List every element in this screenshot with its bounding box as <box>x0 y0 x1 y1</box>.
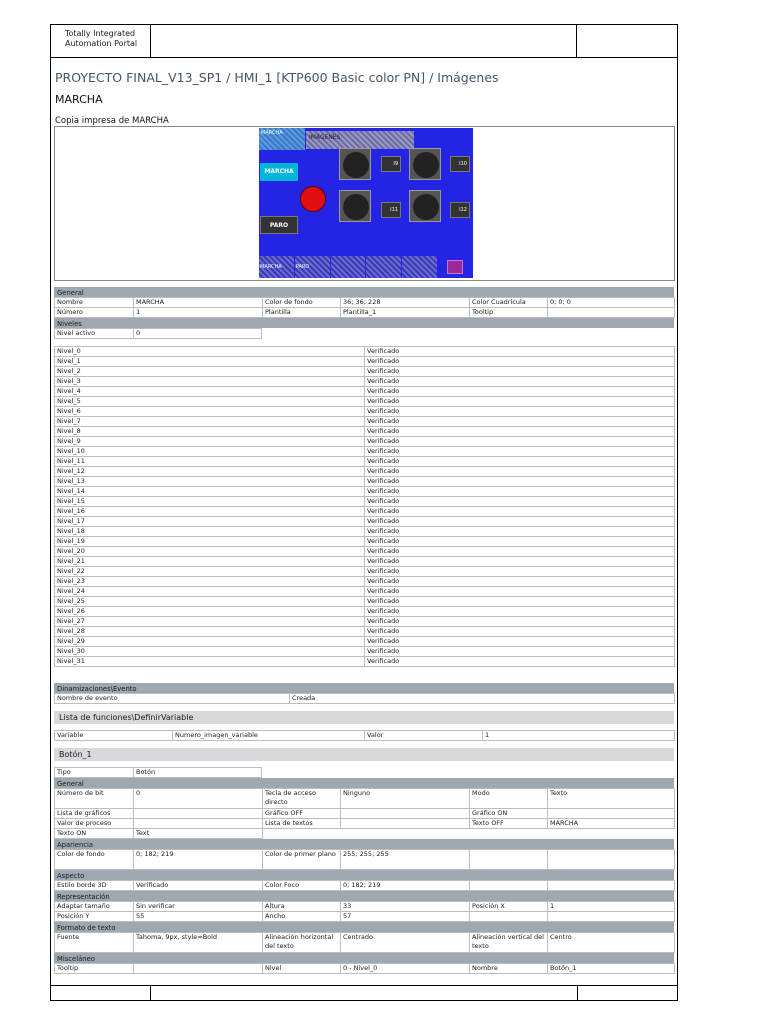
level-name: Nivel_31 <box>55 657 365 667</box>
level-status: Verificado <box>365 437 675 447</box>
cell: Modo <box>470 789 548 809</box>
level-status: Verificado <box>365 477 675 487</box>
level-name: Nivel_10 <box>55 447 365 457</box>
level-status: Verificado <box>365 447 675 457</box>
cell: Color de fondo <box>55 850 134 870</box>
table-row <box>55 437 675 447</box>
table-row <box>55 397 675 407</box>
misc-table <box>54 963 675 974</box>
table-row <box>55 557 675 567</box>
hmi-marcha-button: MARCHA <box>260 163 298 181</box>
table-row <box>55 768 262 778</box>
cell: Botón <box>134 768 262 778</box>
cell: Numero_imagen_variable <box>173 731 365 741</box>
table-row <box>55 407 675 417</box>
level-status: Verificado <box>365 627 675 637</box>
level-status: Verificado <box>365 587 675 597</box>
cell <box>548 308 675 318</box>
level-status: Verificado <box>365 567 675 577</box>
section-header: Misceláneo <box>54 953 674 963</box>
section-header: Representación <box>54 891 674 901</box>
cell <box>548 881 675 891</box>
exit-icon <box>447 260 463 274</box>
table-row <box>55 647 675 657</box>
cell: Tooltip <box>470 308 548 318</box>
level-status: Verificado <box>365 367 675 377</box>
table-row <box>55 902 675 912</box>
bottom-key-marcha: MARCHA <box>259 256 294 278</box>
level-name: Nivel_5 <box>55 397 365 407</box>
table-row <box>55 377 675 387</box>
cell: 255; 255; 255 <box>341 850 470 870</box>
table-row <box>55 347 675 357</box>
lamp-indicator <box>409 190 441 222</box>
cell: Texto OFF <box>470 819 548 829</box>
section-header: General <box>54 778 674 788</box>
cell: Sin verificar <box>134 902 263 912</box>
level-name: Nivel_11 <box>55 457 365 467</box>
level-name: Nivel_30 <box>55 647 365 657</box>
level-status: Verificado <box>365 487 675 497</box>
level-status: Verificado <box>365 647 675 657</box>
table-row <box>55 637 675 647</box>
cell: Tipo <box>55 768 134 778</box>
level-status: Verificado <box>365 547 675 557</box>
cell <box>134 809 263 819</box>
level-name: Nivel_25 <box>55 597 365 607</box>
bottom-key <box>331 256 366 278</box>
cell: Gráfico OFF <box>263 809 341 819</box>
cell <box>548 829 675 839</box>
section-header: Formato de texto <box>54 922 674 932</box>
table-row <box>55 597 675 607</box>
formato-table <box>54 932 675 953</box>
table-row <box>55 881 675 891</box>
cell: Valor de proceso <box>55 819 134 829</box>
cell: Número de bit <box>55 789 134 809</box>
table-row <box>55 587 675 597</box>
table-row <box>55 789 675 809</box>
level-name: Nivel_2 <box>55 367 365 377</box>
table-row <box>55 537 675 547</box>
bottom-key <box>366 256 401 278</box>
hmi-small-button: I11 <box>381 202 401 218</box>
cell: Centrado <box>341 933 470 953</box>
representacion-table <box>54 901 675 922</box>
company-label <box>51 25 151 57</box>
hmi-tab-imagenes: IMÁGENES <box>306 131 414 149</box>
level-name: Nivel_0 <box>55 347 365 357</box>
boton-section <box>54 767 674 974</box>
level-name: Nivel_9 <box>55 437 365 447</box>
aspecto-table <box>54 880 675 891</box>
level-status: Verificado <box>365 457 675 467</box>
cell: Fuente <box>55 933 134 953</box>
cell: Lista de textos <box>263 819 341 829</box>
cell <box>134 964 263 974</box>
dinamizaciones-section <box>54 683 674 704</box>
header-right-cell <box>577 25 677 57</box>
table-row <box>55 964 675 974</box>
cell: 0 - Nivel_0 <box>341 964 470 974</box>
company-line-2: Automation Portal <box>65 39 138 48</box>
table-row <box>55 427 675 437</box>
table-row <box>55 657 675 667</box>
funciones-section-header: Lista de funciones\DefinirVariable <box>54 711 674 724</box>
level-name: Nivel_3 <box>55 377 365 387</box>
lamp-indicator <box>339 190 371 222</box>
table-row <box>55 850 675 870</box>
cell: 1 <box>483 731 675 741</box>
cell: Tahoma, 9px, style=Bold <box>134 933 263 953</box>
cell <box>134 819 263 829</box>
section-header: Dinamizaciones\Evento <box>54 683 674 693</box>
level-status: Verificado <box>365 427 675 437</box>
page-title: PROYECTO FINAL_V13_SP1 / HMI_1 [KTP600 Basic color PN] / Imágenes <box>55 70 499 85</box>
page-header <box>50 24 678 58</box>
table-row <box>55 912 675 922</box>
cell <box>263 829 341 839</box>
level-name: Nivel_14 <box>55 487 365 497</box>
table-row <box>55 387 675 397</box>
cell <box>341 819 470 829</box>
hmi-bottom-bar <box>259 256 473 278</box>
cell <box>548 912 675 922</box>
bottom-key <box>402 256 437 278</box>
level-name: Nivel_22 <box>55 567 365 577</box>
level-name: Nivel_15 <box>55 497 365 507</box>
table-row <box>55 694 675 704</box>
cell: Text <box>134 829 263 839</box>
hmi-small-button: I9 <box>381 156 401 172</box>
level-name: Nivel_27 <box>55 617 365 627</box>
cell: 0; 0; 0 <box>548 298 675 308</box>
cell: Posición X <box>470 902 548 912</box>
cell: 0 <box>134 789 263 809</box>
cell: Nombre de evento <box>55 694 290 704</box>
funciones-section <box>54 730 674 741</box>
cell: Tecla de acceso directo <box>263 789 341 809</box>
level-name: Nivel_23 <box>55 577 365 587</box>
cell: Adaptar tamaño <box>55 902 134 912</box>
table-row <box>55 298 675 308</box>
level-status: Verificado <box>365 357 675 367</box>
cell: Posición Y <box>55 912 134 922</box>
cell <box>470 850 548 870</box>
cell <box>470 912 548 922</box>
level-status: Verificado <box>365 507 675 517</box>
level-name: Nivel_16 <box>55 507 365 517</box>
section-header: General <box>54 287 674 297</box>
cell: Número <box>55 308 134 318</box>
level-name: Nivel_19 <box>55 537 365 547</box>
table-row <box>55 731 675 741</box>
boton-general-table <box>54 788 675 839</box>
level-status: Verificado <box>365 557 675 567</box>
cell: 0; 182; 219 <box>134 850 263 870</box>
table-row <box>55 467 675 477</box>
cell: 1 <box>548 902 675 912</box>
apariencia-table <box>54 849 675 870</box>
cell: Alineación horizontal del texto <box>263 933 341 953</box>
general-table <box>54 297 675 318</box>
level-status: Verificado <box>365 517 675 527</box>
footer-middle-cell <box>151 986 578 1001</box>
cell: Creada <box>290 694 675 704</box>
cell: Botón_1 <box>548 964 675 974</box>
screen-name: MARCHA <box>55 93 103 106</box>
cell: MARCHA <box>134 298 263 308</box>
cell: Color Foco <box>263 881 341 891</box>
cell: Color de fondo <box>263 298 341 308</box>
level-name: Nivel_7 <box>55 417 365 427</box>
cell: 1 <box>134 308 263 318</box>
table-row <box>55 447 675 457</box>
hmi-small-button: I12 <box>450 202 470 218</box>
level-name: Nivel_1 <box>55 357 365 367</box>
cell <box>470 829 548 839</box>
lamp-indicator <box>339 148 371 180</box>
table-row <box>55 567 675 577</box>
table-row <box>55 627 675 637</box>
level-name: Nivel_12 <box>55 467 365 477</box>
level-status: Verificado <box>365 607 675 617</box>
level-name: Nivel_13 <box>55 477 365 487</box>
level-name: Nivel_18 <box>55 527 365 537</box>
cell: 57 <box>341 912 470 922</box>
hmi-small-button: I10 <box>450 156 470 172</box>
header-middle-cell <box>151 25 577 57</box>
levels-section <box>54 346 674 667</box>
cell: Plantilla <box>263 308 341 318</box>
table-row <box>55 819 675 829</box>
page-footer <box>50 985 678 1001</box>
table-row <box>55 617 675 627</box>
table-row <box>55 829 675 839</box>
company-line-1: Totally Integrated <box>65 29 136 38</box>
cell: Variable <box>55 731 173 741</box>
cell: Tooltip <box>55 964 134 974</box>
cell: 33 <box>341 902 470 912</box>
cell: 0; 182; 219 <box>341 881 470 891</box>
tipo-table <box>54 767 262 778</box>
table-row <box>55 527 675 537</box>
table-row <box>55 607 675 617</box>
level-status: Verificado <box>365 467 675 477</box>
cell: Texto ON <box>55 829 134 839</box>
cell: Valor <box>365 731 483 741</box>
cell <box>341 829 470 839</box>
level-status: Verificado <box>365 407 675 417</box>
cell: Nivel <box>263 964 341 974</box>
hmi-paro-button: PARO <box>260 216 298 234</box>
level-status: Verificado <box>365 387 675 397</box>
print-caption: Copia impresa de MARCHA <box>55 116 169 126</box>
table-row <box>55 457 675 467</box>
bottom-key-paro: PARO <box>295 256 330 278</box>
table-row <box>55 547 675 557</box>
level-name: Nivel_24 <box>55 587 365 597</box>
cell: Altura <box>263 902 341 912</box>
cell <box>548 850 675 870</box>
level-name: Nivel_6 <box>55 407 365 417</box>
level-name: Nivel_21 <box>55 557 365 567</box>
cell: Color de primer plano <box>263 850 341 870</box>
cell <box>548 809 675 819</box>
level-name: Nivel_4 <box>55 387 365 397</box>
cell: 0 <box>134 329 262 339</box>
lamp-indicator-red <box>297 183 329 215</box>
level-status: Verificado <box>365 497 675 507</box>
table-row <box>55 357 675 367</box>
table-row <box>55 487 675 497</box>
cell: Lista de gráficos <box>55 809 134 819</box>
level-status: Verificado <box>365 597 675 607</box>
table-row <box>55 809 675 819</box>
level-status: Verificado <box>365 637 675 647</box>
cell: Nivel activo <box>55 329 134 339</box>
cell: Verificado <box>134 881 263 891</box>
hmi-tab-marcha: MARCHA <box>259 128 305 150</box>
cell: Nombre <box>55 298 134 308</box>
levels-table <box>54 346 675 667</box>
level-status: Verificado <box>365 417 675 427</box>
general-section <box>54 287 674 339</box>
cell <box>470 881 548 891</box>
level-name: Nivel_26 <box>55 607 365 617</box>
cell: Centro <box>548 933 675 953</box>
level-status: Verificado <box>365 617 675 627</box>
section-header: Aspecto <box>54 870 674 880</box>
table-row <box>55 507 675 517</box>
bottom-key-exit <box>438 256 473 278</box>
level-status: Verificado <box>365 577 675 587</box>
cell: Color Cuadrícula <box>470 298 548 308</box>
table-row <box>55 517 675 527</box>
table-row <box>55 477 675 487</box>
table-row <box>55 329 262 339</box>
boton-section-header: Botón_1 <box>54 748 674 761</box>
table-row <box>55 933 675 953</box>
section-header: Niveles <box>54 318 674 328</box>
table-row <box>55 308 675 318</box>
level-status: Verificado <box>365 527 675 537</box>
level-status: Verificado <box>365 657 675 667</box>
niveles-table <box>54 328 262 339</box>
table-row <box>55 417 675 427</box>
footer-left-cell <box>50 986 151 1001</box>
cell: 55 <box>134 912 263 922</box>
table-row <box>55 367 675 377</box>
cell: Texto <box>548 789 675 809</box>
level-status: Verificado <box>365 537 675 547</box>
level-name: Nivel_28 <box>55 627 365 637</box>
cell: Plantilla_1 <box>341 308 470 318</box>
table-row <box>55 577 675 587</box>
cell: 36; 36; 228 <box>341 298 470 308</box>
cell <box>341 809 470 819</box>
section-header: Apariencia <box>54 839 674 849</box>
level-status: Verificado <box>365 377 675 387</box>
cell: Estilo borde 3D <box>55 881 134 891</box>
level-name: Nivel_20 <box>55 547 365 557</box>
cell: Nombre <box>470 964 548 974</box>
footer-right-cell <box>578 986 678 1001</box>
cell: Alineación vertical del texto <box>470 933 548 953</box>
level-name: Nivel_8 <box>55 427 365 437</box>
level-status: Verificado <box>365 397 675 407</box>
cell: Ancho <box>263 912 341 922</box>
table-row <box>55 497 675 507</box>
cell: Gráfico ON <box>470 809 548 819</box>
cell: MARCHA <box>548 819 675 829</box>
level-name: Nivel_17 <box>55 517 365 527</box>
hmi-preview <box>259 128 473 278</box>
dinamizaciones-table <box>54 693 675 704</box>
cell: Ninguno <box>341 789 470 809</box>
lamp-indicator <box>409 148 441 180</box>
level-name: Nivel_29 <box>55 637 365 647</box>
level-status: Verificado <box>365 347 675 357</box>
funciones-table <box>54 730 675 741</box>
